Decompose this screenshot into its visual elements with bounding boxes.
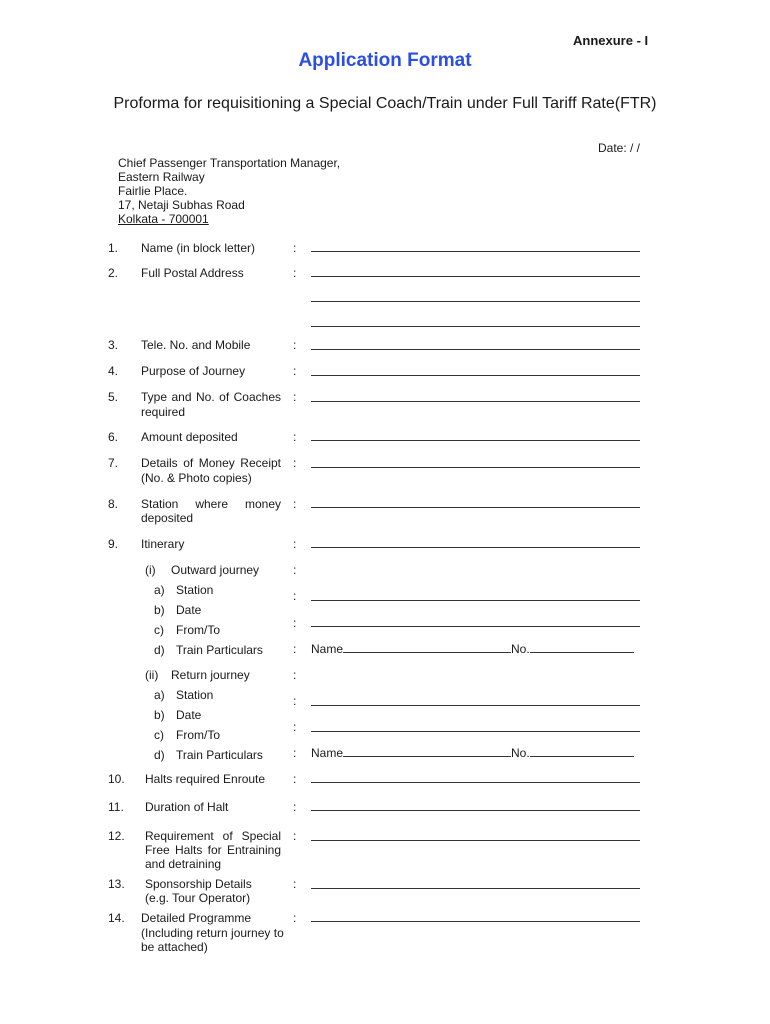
field-number-10: 10. [108,772,125,786]
field-number-7: 7. [108,456,119,470]
colon: : [293,616,297,630]
outward-station-label: Station [176,583,214,597]
date-field[interactable]: Date: / / [598,141,641,155]
outward-train-particulars-field[interactable] [311,642,634,656]
programme-input-line[interactable] [311,921,640,922]
field-label-station-1: Station where money [141,497,281,511]
field-number-14: 14. [108,911,125,925]
field-number-8: 8. [108,497,119,511]
return-station-label: Station [176,688,214,702]
address-line-5: Kolkata - 700001 [118,212,209,226]
colon: : [293,694,297,708]
colon: : [293,563,297,577]
name-input-line[interactable] [311,251,640,252]
field-label-itinerary: Itinerary [141,537,185,551]
amount-input-line[interactable] [311,440,640,441]
field-label-telephone: Tele. No. and Mobile [141,338,251,352]
colon: : [293,430,297,444]
train-number-blank[interactable] [530,747,634,757]
outward-fromto-input-line[interactable] [311,626,640,627]
return-d-letter: d) [154,748,165,762]
field-number-5: 5. [108,390,119,404]
field-label-coaches-2: required [141,405,186,419]
address-line-1: Chief Passenger Transportation Manager, [118,156,341,170]
field-label-free-halts-3: and detraining [145,857,222,871]
colon: : [293,642,297,656]
field-label-station-2: deposited [141,511,194,525]
field-label-name: Name (in block letter) [141,241,256,255]
page-subtitle: Proforma for requisitioning a Special Coach/Train under Full Tariff Rate(FTR) [113,95,657,112]
colon: : [293,772,297,786]
purpose-input-line[interactable] [311,375,640,376]
field-label-receipt-2: (No. & Photo copies) [141,471,252,485]
field-label-halt-duration: Duration of Halt [145,800,229,814]
coaches-input-line[interactable] [311,401,640,402]
colon: : [293,720,297,734]
train-name-blank[interactable] [343,643,511,653]
colon: : [293,537,297,551]
outward-c-letter: c) [154,623,164,637]
field-label-programme-1: Detailed Programme [141,911,252,925]
address-line-4: 17, Netaji Subhas Road [118,198,245,212]
outward-b-letter: b) [154,603,165,617]
postal-address-input-line-1[interactable] [311,276,640,277]
outward-label: Outward journey [171,563,260,577]
field-label-postal-address: Full Postal Address [141,266,244,280]
field-label-coaches-1: Type and No. of Coaches [141,390,281,404]
return-number: (ii) [145,668,159,682]
colon: : [293,364,297,378]
return-a-letter: a) [154,688,165,702]
colon: : [293,668,297,682]
return-fromto-label: From/To [176,728,221,742]
colon: : [293,911,297,925]
field-number-3: 3. [108,338,119,352]
sponsorship-input-line[interactable] [311,888,640,889]
colon: : [293,589,297,603]
return-train-label: Train Particulars [176,748,263,762]
halt-duration-input-line[interactable] [311,810,640,811]
field-label-free-halts-2: Free Halts for Entraining [145,843,281,857]
colon: : [293,456,297,470]
field-number-6: 6. [108,430,119,444]
receipt-input-line[interactable] [311,467,640,468]
field-label-purpose: Purpose of Journey [141,364,246,378]
itinerary-input-line[interactable] [311,547,640,548]
train-number-label: No. [511,642,530,656]
train-name-label: Name [311,746,344,760]
colon: : [293,497,297,511]
field-label-sponsorship-2: (e.g. Tour Operator) [145,891,251,905]
field-label-amount: Amount deposited [141,430,238,444]
address-line-2: Eastern Railway [118,170,205,184]
return-date-label: Date [176,708,202,722]
colon: : [293,877,297,891]
colon: : [293,266,297,280]
train-number-label: No. [511,746,530,760]
field-number-4: 4. [108,364,119,378]
return-fromto-input-line[interactable] [311,731,640,732]
outward-number: (i) [145,563,156,577]
field-label-receipt-1: Details of Money Receipt [141,456,281,470]
train-name-blank[interactable] [343,747,511,757]
field-label-free-halts-1: Requirement of Special [145,829,281,843]
return-label: Return journey [171,668,250,682]
colon: : [293,829,297,843]
colon: : [293,746,297,760]
postal-address-input-line-3[interactable] [311,326,640,327]
train-name-label: Name [311,642,344,656]
train-number-blank[interactable] [530,643,634,653]
return-b-letter: b) [154,708,165,722]
address-line-3: Fairlie Place. [118,184,188,198]
outward-d-letter: d) [154,643,165,657]
station-input-line[interactable] [311,507,640,508]
colon: : [293,241,297,255]
outward-a-letter: a) [154,583,165,597]
page-title: Application Format [298,50,472,71]
outward-station-date-input-line[interactable] [311,600,640,601]
field-number-13: 13. [108,877,125,891]
postal-address-input-line-2[interactable] [311,301,640,302]
colon: : [293,390,297,404]
return-train-particulars-field[interactable] [311,746,634,760]
halts-input-line[interactable] [311,782,640,783]
outward-train-label: Train Particulars [176,643,263,657]
telephone-input-line[interactable] [311,349,640,350]
field-number-11: 11. [108,800,124,814]
free-halts-input-line[interactable] [311,840,640,841]
field-number-12: 12. [108,829,125,843]
annexure-label: Annexure - I [573,33,649,48]
field-number-9: 9. [108,537,119,551]
outward-fromto-label: From/To [176,623,221,637]
field-label-programme-3: be attached) [141,940,208,954]
return-c-letter: c) [154,728,164,742]
outward-date-label: Date [176,603,202,617]
field-number-1: 1. [108,241,119,255]
field-number-2: 2. [108,266,119,280]
field-label-programme-2: (Including return journey to [141,926,284,940]
return-station-date-input-line[interactable] [311,705,640,706]
colon: : [293,800,297,814]
field-label-halts: Halts required Enroute [145,772,266,786]
colon: : [293,338,297,352]
field-label-sponsorship-1: Sponsorship Details [145,877,252,891]
